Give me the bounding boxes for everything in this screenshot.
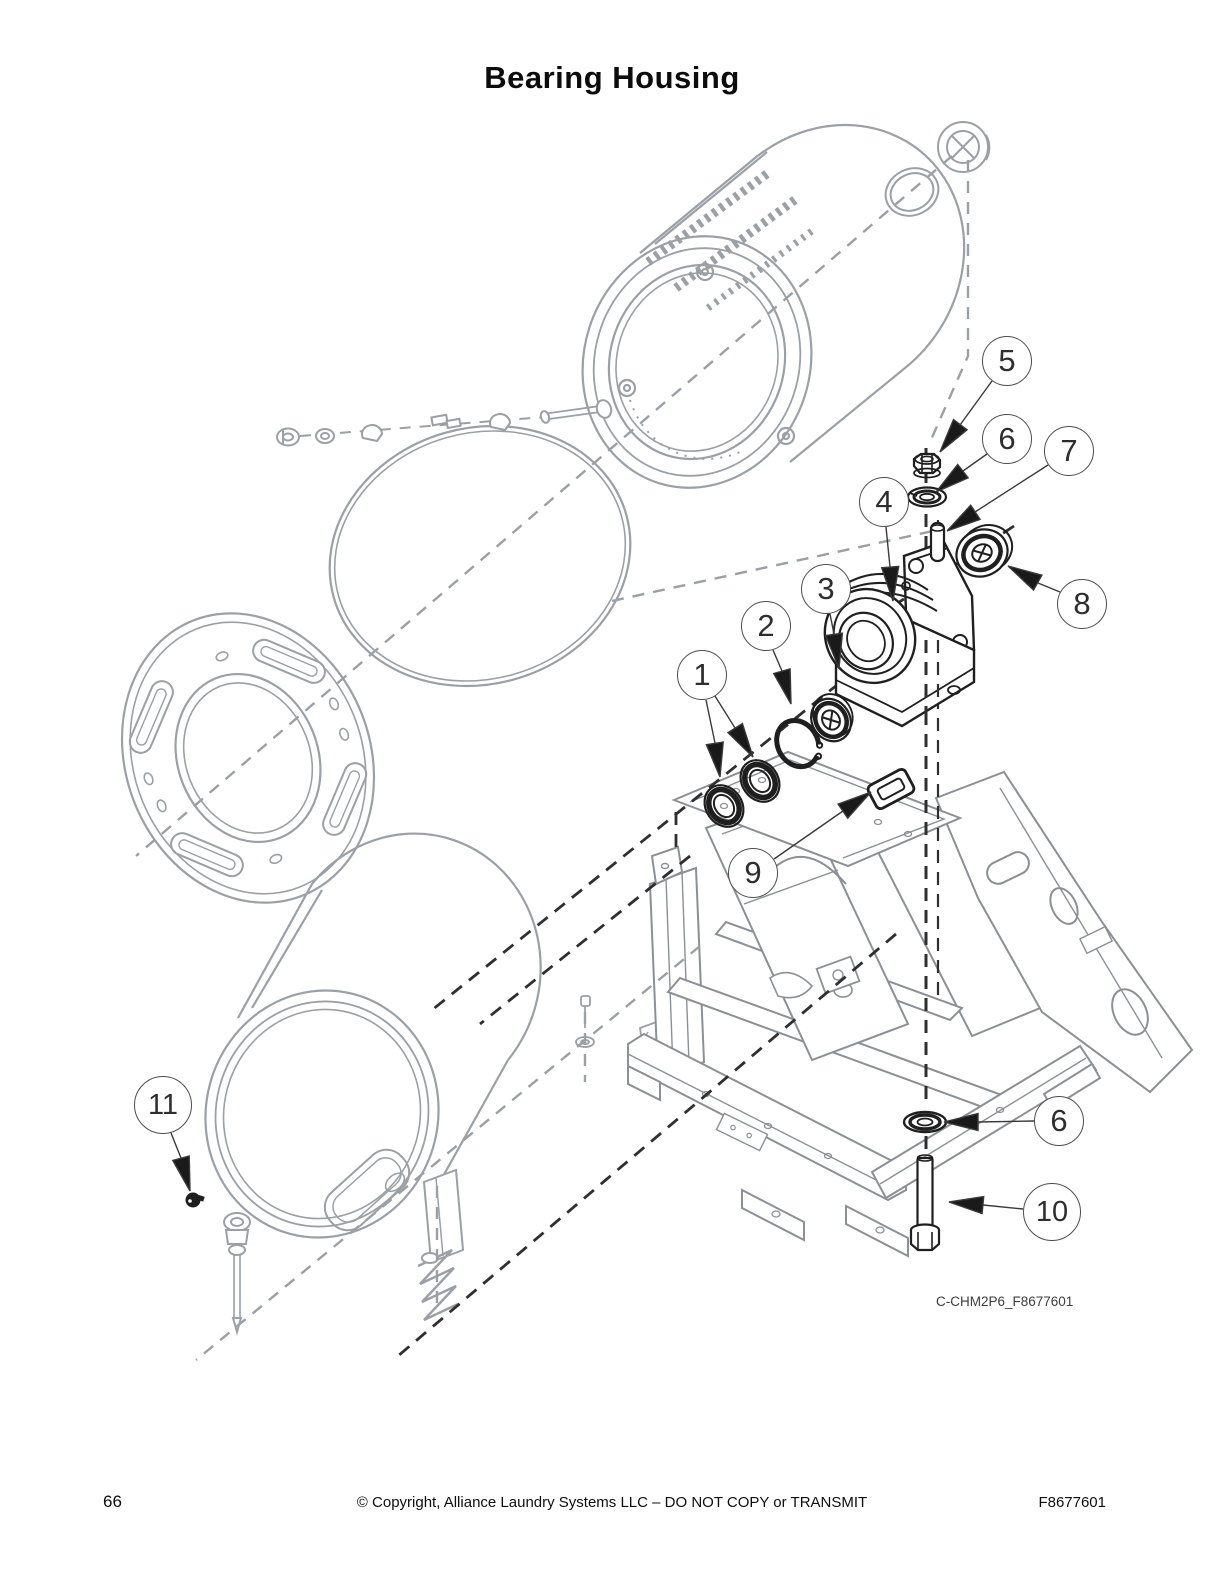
callout-balloon-10: 10 [1023, 1183, 1081, 1241]
pulley-backing-plate [79, 575, 416, 941]
drum-bracket-and-springs [418, 1170, 463, 1320]
callout-balloon-7: 7 [1044, 426, 1094, 476]
callout-balloon-11: 11 [134, 1076, 192, 1134]
callout-balloon-8: 8 [1057, 579, 1107, 629]
outer-tub-cylinder [550, 125, 964, 518]
document-number: F8677601 [1038, 1494, 1106, 1511]
figure-code: C-CHM2P6_F8677601 [936, 1294, 1074, 1309]
callout-balloon-2: 2 [741, 601, 791, 651]
callout-balloon-9: 9 [728, 848, 778, 898]
page-title: Bearing Housing [484, 60, 740, 95]
callout-balloon-6b: 6 [1034, 1096, 1084, 1146]
pin-part-7 [931, 523, 944, 561]
copyright-notice: © Copyright, Alliance Laundry Systems LLC – DO NOT COPY or TRANSMIT [356, 1494, 868, 1511]
callout-balloon-3: 3 [801, 564, 851, 614]
callout-balloon-6: 6 [982, 414, 1032, 464]
callout-balloon-5: 5 [982, 336, 1032, 386]
center-lines-gray [136, 156, 968, 1360]
washer-part-6b [904, 1112, 946, 1132]
drum-clamp-and-rod [224, 1213, 250, 1332]
screw-part-11 [186, 1193, 205, 1208]
callout-balloon-1: 1 [677, 650, 727, 700]
clamp-band-ring [299, 391, 662, 721]
callout-balloon-4: 4 [859, 477, 909, 527]
mounting-frame [628, 752, 1192, 1256]
page-number: 66 [103, 1492, 122, 1511]
page-footer [0, 1492, 1224, 1518]
nut-part-5 [914, 454, 940, 478]
